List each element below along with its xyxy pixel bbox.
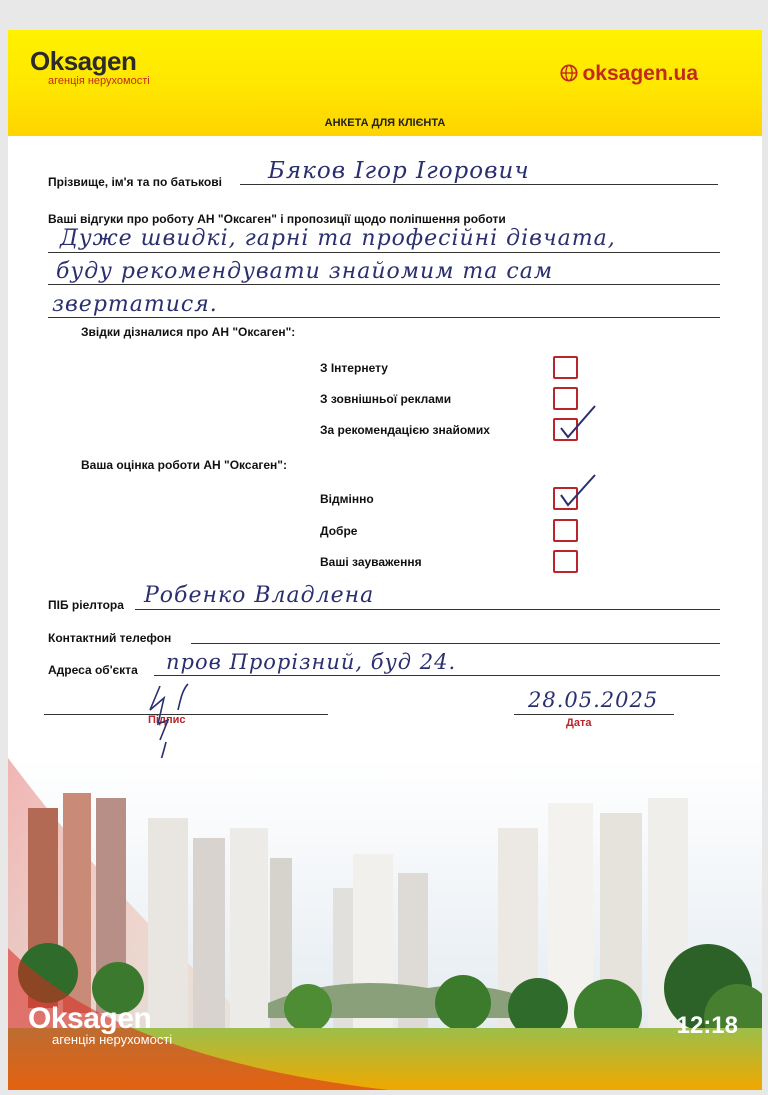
rating-section-title: Ваша оцінка роботи АН "Оксаген": bbox=[81, 458, 287, 472]
feedback-text-3[interactable]: звертатися. bbox=[52, 292, 218, 317]
signature-label: Підпис bbox=[148, 714, 186, 726]
checkmark-icon bbox=[555, 473, 601, 511]
name-line bbox=[240, 184, 718, 185]
date-label: Дата bbox=[566, 717, 592, 729]
rating-option-remarks-label: Ваші зауваження bbox=[320, 555, 422, 569]
source-option-internet-label: З Інтернету bbox=[320, 361, 388, 375]
globe-icon bbox=[560, 64, 578, 82]
website-text: oksagen.ua bbox=[582, 62, 698, 85]
header-logo-initial: O bbox=[30, 46, 50, 76]
checkmark-icon bbox=[555, 404, 601, 442]
form-title: АНКЕТА ДЛЯ КЛІЄНТА bbox=[324, 117, 446, 129]
rating-option-good-checkbox[interactable] bbox=[553, 519, 578, 542]
feedback-line-3 bbox=[48, 317, 720, 318]
source-option-ads-label: З зовнішньої реклами bbox=[320, 392, 452, 406]
source-section-title: Звідки дізналися про АН "Оксаген": bbox=[81, 325, 296, 339]
phone-line[interactable] bbox=[191, 643, 720, 644]
header-banner bbox=[8, 30, 762, 136]
header-logo-word: ksagen bbox=[49, 46, 137, 76]
source-option-recommendation-checkbox[interactable] bbox=[553, 418, 578, 441]
feedback-label: Ваші відгуки про роботу АН "Оксаген" і пропозиції щодо поліпшення роботи bbox=[48, 212, 506, 226]
realtor-line bbox=[135, 609, 720, 610]
bottom-logo-word: ksagen bbox=[50, 1002, 152, 1035]
address-line bbox=[154, 675, 720, 676]
name-value[interactable]: Бяков Ігор Ігорович bbox=[268, 158, 530, 184]
address-value[interactable]: пров Прорізний, буд 24. bbox=[166, 650, 457, 674]
header-logo-subtitle: агенція нерухомості bbox=[48, 75, 150, 87]
bottom-logo-subtitle: агенція нерухомості bbox=[52, 1032, 173, 1047]
source-option-internet-checkbox[interactable] bbox=[553, 356, 578, 379]
bottom-logo bbox=[28, 1002, 172, 1047]
realtor-value[interactable]: Робенко Владлена bbox=[144, 583, 375, 608]
questionnaire-sheet bbox=[8, 30, 762, 1090]
phone-label: Контактний телефон bbox=[48, 631, 172, 645]
website-link[interactable] bbox=[560, 62, 698, 86]
bottom-logo-initial: O bbox=[28, 1002, 51, 1035]
header-logo bbox=[30, 46, 150, 87]
feedback-text-1[interactable]: Дуже швидкі, гарні та професійні дівчата, bbox=[60, 226, 616, 251]
feedback-line-2 bbox=[48, 284, 720, 285]
name-label: Прізвище, ім'я та по батькові bbox=[48, 175, 222, 189]
feedback-text-2[interactable]: буду рекомендувати знайомим та сам bbox=[56, 259, 554, 284]
date-value[interactable]: 28.05.2025 bbox=[528, 688, 659, 712]
rating-option-good-label: Добре bbox=[320, 524, 358, 538]
address-label: Адреса об'єкта bbox=[48, 663, 138, 677]
status-time: 12:18 bbox=[676, 1012, 738, 1039]
rating-option-excellent-checkbox[interactable] bbox=[553, 487, 578, 510]
source-option-recommendation-label: За рекомендацією знайомих bbox=[320, 423, 490, 437]
rating-option-remarks-checkbox[interactable] bbox=[553, 550, 578, 573]
realtor-label: ПІБ ріелтора bbox=[48, 598, 124, 612]
feedback-line-1 bbox=[48, 252, 720, 253]
rating-option-excellent-label: Відмінно bbox=[320, 492, 374, 506]
date-line bbox=[514, 714, 674, 715]
